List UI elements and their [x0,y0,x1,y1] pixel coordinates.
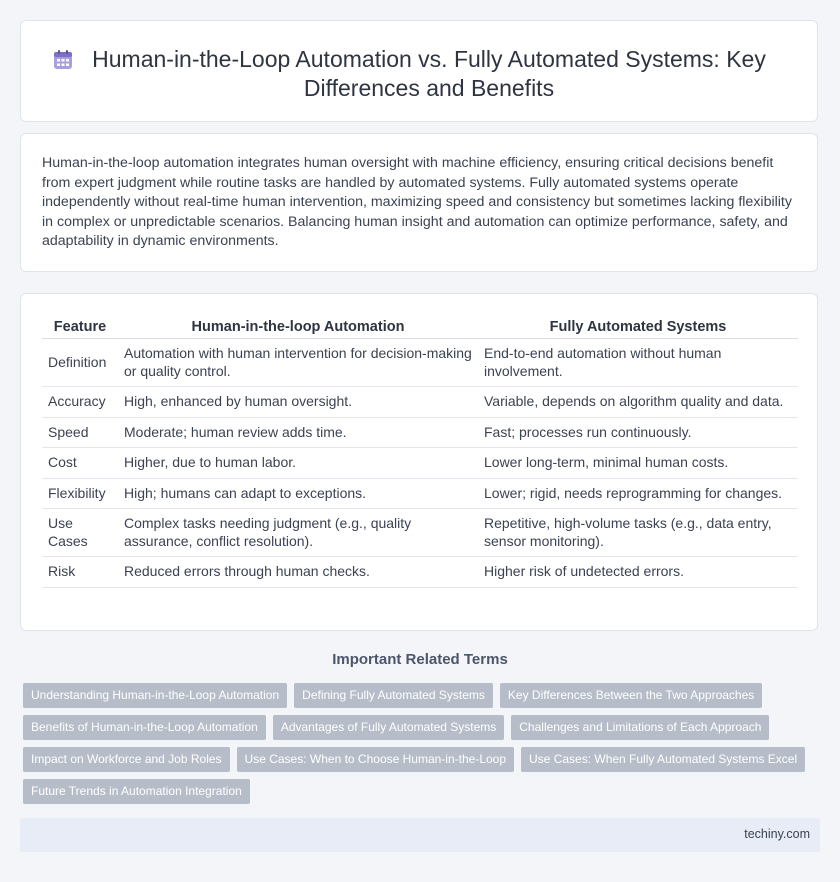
table-row [42,557,798,588]
comparison-table-card [20,293,818,631]
related-terms-heading: Important Related Terms [332,651,508,668]
related-term-tag[interactable]: Impact on Workforce and Job Roles [23,747,230,772]
intro-paragraph: Human-in-the-loop automation integrates human oversight with machine efficiency, ensuring critical decisions benefit from expert judgment while routine tasks are handled by automated systems. Fully automated systems operate independently without real-time human intervention, maximizing speed and consistency but sometimes lacking flexibility in complex or unpredictable scenarios. Balancing human insight and automation can optimize performance, safety, and adaptability in dynamic environments. [42,155,792,250]
table-cell: Automation with human intervention for decision-making or quality control. [118,339,478,387]
header-card [20,20,818,122]
footer [20,818,820,852]
table-cell: Speed [42,417,118,448]
table-cell: Variable, depends on algorithm quality and data. [478,387,798,418]
table-cell: Accuracy [42,387,118,418]
related-term-tag[interactable]: Future Trends in Automation Integration [23,779,250,804]
table-cell: Repetitive, high-volume tasks (e.g., data entry, sensor monitoring). [478,509,798,557]
table-row [42,417,798,448]
comparison-table [42,315,798,588]
calendar-grid-icon [51,48,75,72]
table-cell: Lower long-term, minimal human costs. [478,448,798,479]
related-term-tag[interactable]: Use Cases: When to Choose Human-in-the-Loop [237,747,514,772]
related-term-tag[interactable]: Understanding Human-in-the-Loop Automation [23,683,287,708]
page-title: Human-in-the-Loop Automation vs. Fully Automated Systems: Key Differences and Benefits [92,46,766,101]
intro-card [20,133,818,272]
table-cell: Fast; processes run continuously. [478,417,798,448]
table-cell: Moderate; human review adds time. [118,417,478,448]
table-row [42,339,798,387]
table-cell: End-to-end automation without human involvement. [478,339,798,387]
table-row [42,509,798,557]
table-cell: Higher risk of undetected errors. [478,557,798,588]
table-cell: Risk [42,557,118,588]
table-cell: Complex tasks needing judgment (e.g., quality assurance, conflict resolution). [118,509,478,557]
related-term-tag[interactable]: Defining Fully Automated Systems [294,683,493,708]
table-row [42,387,798,418]
column-header-fully-automated: Fully Automated Systems [478,315,798,339]
table-cell: Reduced errors through human checks. [118,557,478,588]
related-terms-list [23,683,823,811]
table-cell: Flexibility [42,478,118,509]
table-cell: Higher, due to human labor. [118,448,478,479]
table-cell: Use Cases [42,509,118,557]
related-term-tag[interactable]: Challenges and Limitations of Each Approach [511,715,769,740]
related-term-tag[interactable]: Advantages of Fully Automated Systems [273,715,504,740]
header [51,45,797,103]
related-term-tag[interactable]: Key Differences Between the Two Approaches [500,683,762,708]
footer-brand[interactable]: techiny.com [744,827,810,841]
related-term-tag[interactable]: Benefits of Human-in-the-Loop Automation [23,715,266,740]
table-header-row [42,315,798,339]
table-row [42,478,798,509]
table-cell: Cost [42,448,118,479]
column-header-feature: Feature [42,315,118,339]
table-cell: High, enhanced by human oversight. [118,387,478,418]
column-header-human-in-the-loop: Human-in-the-loop Automation [118,315,478,339]
table-cell: Definition [42,339,118,387]
table-cell: Lower; rigid, needs reprogramming for changes. [478,478,798,509]
table-row [42,448,798,479]
related-term-tag[interactable]: Use Cases: When Fully Automated Systems Excel [521,747,805,772]
table-cell: High; humans can adapt to exceptions. [118,478,478,509]
